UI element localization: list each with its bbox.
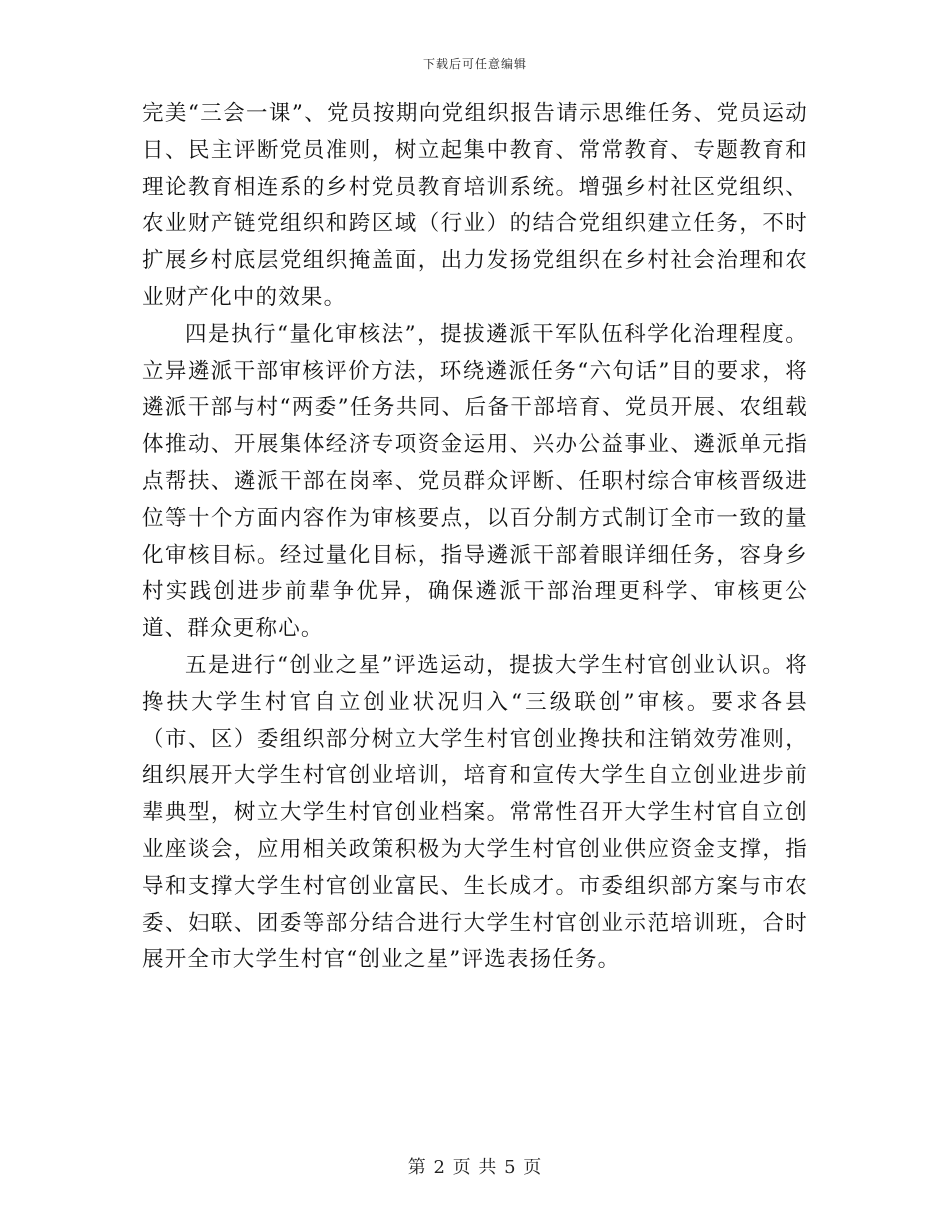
document-body <box>142 96 808 979</box>
paragraph-2: 四是执行“量化审核法”，提拔遴派干军队伍科学化治理程度。立异遴派干部审核评价方法，环绕遴派任务“六句话”目的要求，将遴派干部与村“两委”任务共同、后备干部培育、党员开展、农组载体推动、开展集体经济专项资金运用、兴办公益事业、遴派单元指点帮扶、遴派干部在岗率、党员群众评断、任职村综合审核晋级进位等十个方面内容作为审核要点，以百分制方式制订全市一致的量化审核目标。经过量化目标，指导遴派干部着眼详细任务，容身乡村实践创进步前辈争优异，确保遴派干部治理更科学、审核更公道、群众更称心。 <box>142 321 808 642</box>
paragraph-3: 五是进行“创业之星”评选运动，提拔大学生村官创业认识。将搀扶大学生村官自立创业状况归入“三级联创”审核。要求各县（市、区）委组织部分树立大学生村官创业搀扶和注销效劳准则，组织展开大学生村官创业培训，培育和宣传大学生自立创业进步前辈典型，树立大学生村官创业档案。常常性召开大学生村官自立创业座谈会，应用相关政策积极为大学生村官创业供应资金支撑，指导和支撑大学生村官创业富民、生长成才。市委组织部方案与市农委、妇联、团委等部分结合进行大学生村官创业示范培训班，合时展开全市大学生村官“创业之星”评选表扬任务。 <box>142 652 808 973</box>
paragraph-1: 完美“三会一课”、党员按期向党组织报告请示思维任务、党员运动日、民主评断党员准则，树立起集中教育、常常教育、专题教育和理论教育相连系的乡村党员教育培训系统。增强乡村社区党组织、农业财产链党组织和跨区域（行业）的结合党组织建立任务，不时扩展乡村底层党组织掩盖面，出力发扬党组织在乡村社会治理和农业财产化中的效果。 <box>142 101 808 310</box>
page-header: 下载后可任意编辑 <box>422 57 527 71</box>
page-number-footer: 第 2 页 共 5 页 <box>407 1157 543 1178</box>
